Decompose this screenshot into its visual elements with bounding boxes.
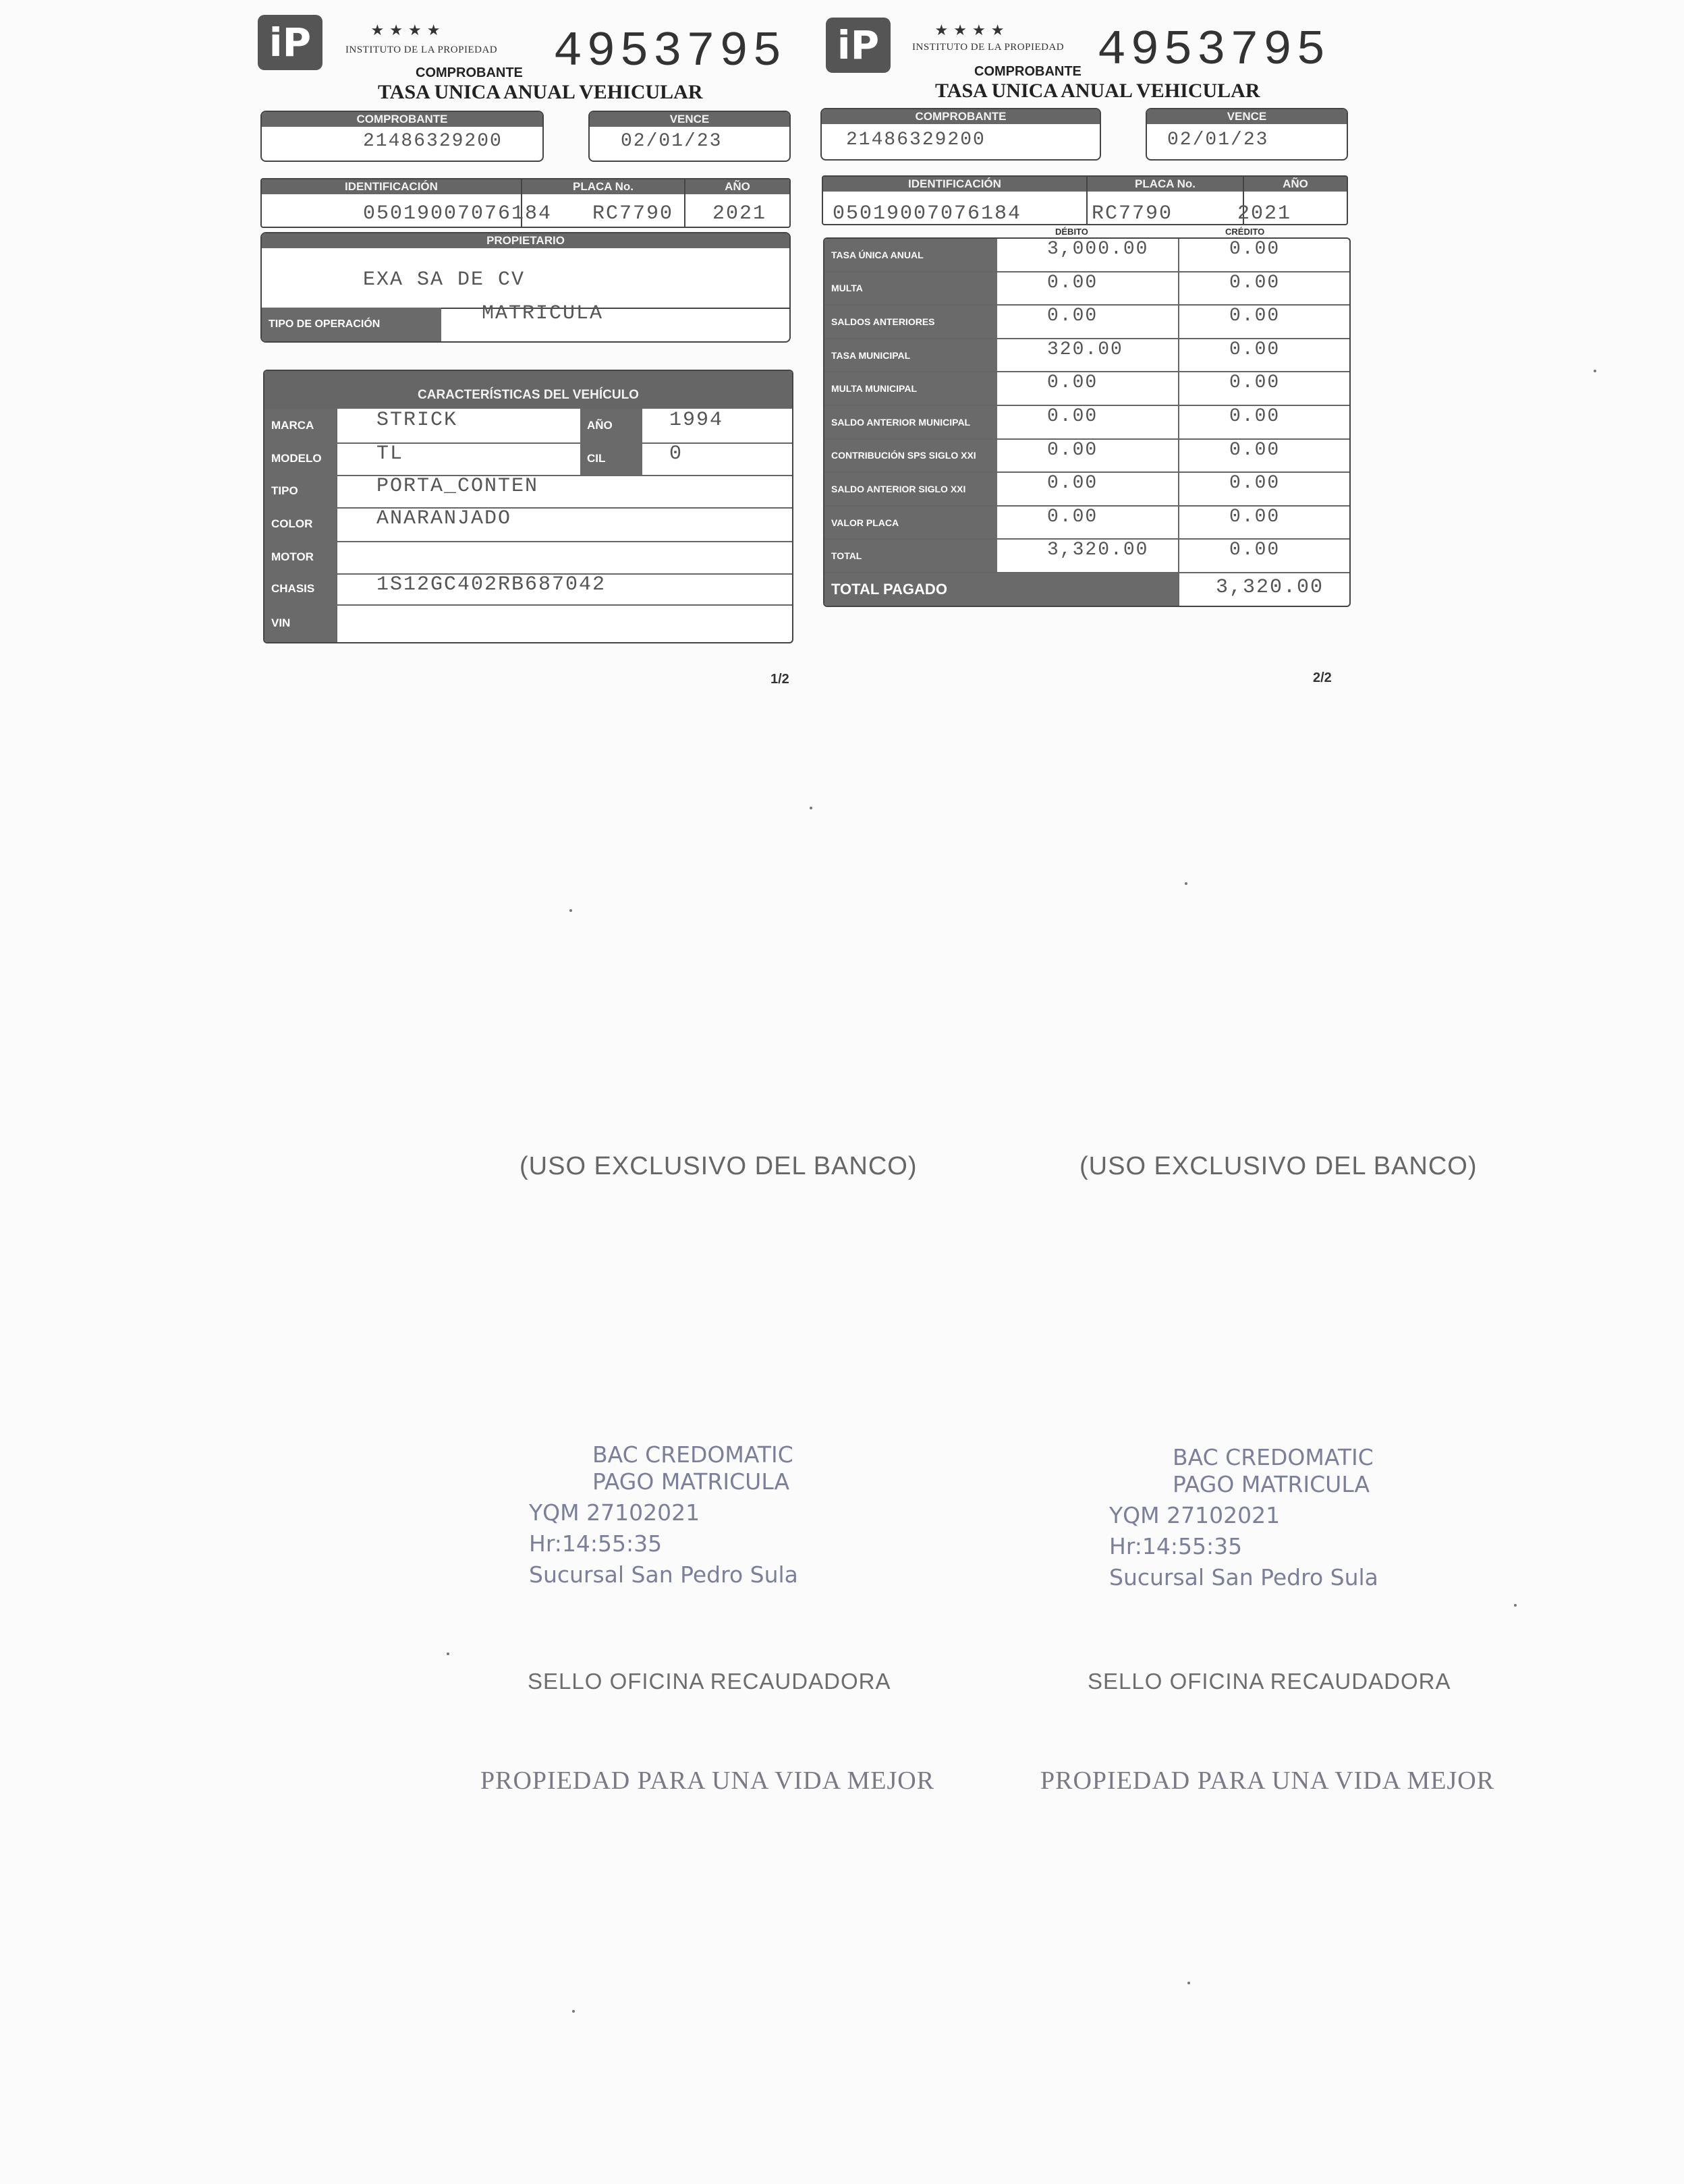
bank-stamp-left [529, 1439, 798, 1590]
marca-value: STRICK [376, 409, 458, 432]
amount-row-label: SALDOS ANTERIORES [824, 306, 997, 338]
debito-value: 0.00 [1047, 372, 1098, 394]
caracteristicas-box [263, 370, 793, 643]
total-pagado-label: TOTAL PAGADO [824, 573, 1178, 606]
document-title: TASA UNICA ANUAL VEHICULAR [378, 81, 703, 103]
anio-vehiculo-label: AÑO [580, 409, 642, 442]
debito-value: 3,000.00 [1047, 239, 1149, 260]
page-number-right: 2/2 [1313, 670, 1332, 685]
motor-label: MOTOR [264, 541, 336, 573]
vence-value: 02/01/23 [621, 131, 723, 152]
amount-row [824, 507, 1349, 540]
chasis-row [264, 573, 792, 606]
stamp-time: Hr:14:55:35 [1109, 1533, 1243, 1559]
anio-header: AÑO [1283, 177, 1308, 190]
placa-header: PLACA No. [1088, 177, 1244, 192]
tipo-operacion-value: MATRICULA [482, 302, 604, 325]
credito-value: 0.00 [1229, 239, 1281, 260]
amount-row-label: MULTA MUNICIPAL [824, 372, 997, 405]
vence-box [588, 111, 791, 162]
scan-speck [1187, 1982, 1190, 1984]
comprobante-header: COMPROBANTE [262, 112, 542, 127]
debito-value: 0.00 [1047, 473, 1098, 494]
amount-row [824, 540, 1349, 573]
ident-value: 05019007076184 [363, 202, 553, 225]
scan-speck [572, 2010, 575, 2013]
identification-header-row [823, 177, 1347, 192]
identification-header-row [262, 179, 789, 194]
amount-row-label: TASA ÚNICA ANUAL [824, 239, 997, 271]
comprobante-header: COMPROBANTE [822, 109, 1100, 124]
comprobante-box [260, 111, 544, 162]
comprobante-label: COMPROBANTE [416, 65, 523, 80]
cil-value: 0 [669, 442, 683, 465]
credito-value: 0.00 [1229, 506, 1281, 527]
column-divider [1178, 239, 1179, 606]
caracteristicas-header: CARACTERÍSTICAS DEL VEHÍCULO [264, 371, 792, 409]
stars-icon: ★★★★ [370, 22, 446, 38]
comprobante-box [820, 108, 1101, 161]
modelo-label: MODELO [264, 442, 336, 475]
ip-logo: iP [826, 18, 891, 73]
sello-label-right: SELLO OFICINA RECAUDADORA [1088, 1669, 1451, 1694]
vin-row [264, 604, 792, 642]
anio-vehiculo-value: 1994 [669, 409, 724, 432]
stamp-payment-type: PAGO MATRICULA [1173, 1471, 1370, 1497]
amount-row [824, 372, 1349, 406]
amount-row-label: CONTRIBUCIÓN SPS SIGLO XXI [824, 440, 997, 472]
comprobante-label: COMPROBANTE [974, 64, 1082, 79]
propietario-value: EXA SA DE CV [363, 268, 526, 291]
stamp-code-date: YQM 27102021 [1109, 1502, 1281, 1528]
scan-speck [1185, 882, 1187, 885]
placa-header: PLACA No. [522, 179, 685, 194]
marca-row [264, 409, 792, 444]
anio-header: AÑO [725, 180, 750, 193]
scan-speck [569, 909, 572, 912]
scan-speck [810, 807, 812, 809]
placa-value: RC7790 [592, 202, 674, 225]
stamp-bank-name: BAC CREDOMATIC [592, 1441, 793, 1468]
slogan-left: PROPIEDAD PARA UNA VIDA MEJOR [480, 1766, 935, 1795]
comprobante-value: 21486329200 [363, 131, 503, 152]
stamp-time: Hr:14:55:35 [529, 1530, 663, 1557]
modelo-row [264, 442, 792, 476]
amounts-table [823, 237, 1351, 607]
credito-value: 0.00 [1229, 272, 1281, 293]
color-value: ANARANJADO [376, 507, 512, 530]
total-pagado-value: 3,320.00 [1216, 576, 1324, 599]
credito-value: 0.00 [1229, 439, 1281, 461]
amount-row-label: TASA MUNICIPAL [824, 339, 997, 372]
cil-label: CIL [580, 442, 642, 475]
stamp-payment-type: PAGO MATRICULA [592, 1468, 790, 1495]
amount-row [824, 272, 1349, 306]
credito-value: 0.00 [1229, 473, 1281, 494]
amount-row-label: SALDO ANTERIOR MUNICIPAL [824, 406, 997, 438]
propietario-header: PROPIETARIO [262, 233, 789, 248]
marca-label: MARCA [264, 409, 336, 442]
amount-row [824, 306, 1349, 339]
amount-row-label: TOTAL [824, 540, 997, 572]
amount-row [824, 239, 1349, 272]
tipo-operacion-label: TIPO DE OPERACIÓN [262, 308, 441, 341]
modelo-value: TL [376, 442, 404, 465]
debito-value: 0.00 [1047, 506, 1098, 527]
stamp-bank-name: BAC CREDOMATIC [1173, 1444, 1374, 1470]
institute-name: INSTITUTO DE LA PROPIEDAD [912, 42, 1065, 53]
receipt-number: 4953795 [1097, 23, 1330, 78]
propietario-box [260, 232, 791, 343]
vin-label: VIN [264, 604, 336, 642]
placa-value: RC7790 [1092, 202, 1173, 225]
tipo-value: PORTA_CONTEN [376, 475, 539, 498]
stamp-branch: Sucursal San Pedro Sula [1109, 1564, 1378, 1590]
ident-value: 05019007076184 [833, 202, 1022, 225]
bank-stamp-right [1109, 1442, 1378, 1593]
debito-header: DÉBITO [1055, 227, 1088, 237]
comprobante-value: 21486329200 [846, 130, 986, 150]
bank-use-label-left: (USO EXCLUSIVO DEL BANCO) [520, 1152, 918, 1180]
document-title: TASA UNICA ANUAL VEHICULAR [935, 80, 1260, 102]
vence-header: VENCE [590, 112, 789, 127]
slogan-right: PROPIEDAD PARA UNA VIDA MEJOR [1040, 1766, 1495, 1795]
amount-row [824, 406, 1349, 440]
credito-value: 0.00 [1229, 372, 1281, 394]
ident-header: IDENTIFICACIÓN [823, 177, 1088, 192]
credito-header: CRÉDITO [1225, 227, 1265, 237]
sello-label-left: SELLO OFICINA RECAUDADORA [528, 1669, 891, 1694]
identification-box [822, 175, 1348, 225]
identification-box [260, 178, 791, 228]
vence-header: VENCE [1147, 109, 1347, 124]
chasis-value: 1S12GC402RB687042 [376, 573, 607, 596]
credito-value: 0.00 [1229, 406, 1281, 427]
anio-value: 2021 [1237, 202, 1292, 225]
color-row [264, 507, 792, 542]
vence-box [1146, 108, 1348, 161]
amount-row [824, 440, 1349, 473]
stars-icon: ★★★★ [934, 22, 1010, 38]
debito-value: 0.00 [1047, 406, 1098, 427]
stamp-branch: Sucursal San Pedro Sula [529, 1561, 798, 1588]
vence-value: 02/01/23 [1167, 130, 1269, 150]
motor-row [264, 541, 792, 575]
scan-speck [1594, 370, 1596, 372]
credito-value: 0.00 [1229, 339, 1281, 360]
tipo-label: TIPO [264, 475, 336, 507]
scan-speck [447, 1653, 449, 1655]
credito-value: 0.00 [1229, 540, 1281, 561]
institute-name: INSTITUTO DE LA PROPIEDAD [345, 45, 498, 55]
stamp-code-date: YQM 27102021 [529, 1499, 700, 1526]
scan-speck [1514, 1604, 1517, 1607]
tipo-row [264, 475, 792, 509]
debito-value: 0.00 [1047, 306, 1098, 327]
amount-row [824, 339, 1349, 373]
bank-use-label-right: (USO EXCLUSIVO DEL BANCO) [1079, 1152, 1478, 1180]
debito-value: 3,320.00 [1047, 540, 1149, 561]
credito-value: 0.00 [1229, 306, 1281, 327]
amount-row [824, 473, 1349, 507]
ident-header: IDENTIFICACIÓN [262, 179, 522, 194]
page-number-left: 1/2 [770, 672, 789, 687]
color-label: COLOR [264, 507, 336, 541]
anio-value: 2021 [712, 202, 767, 225]
debito-value: 0.00 [1047, 439, 1098, 461]
amount-row-label: SALDO ANTERIOR SIGLO XXI [824, 473, 997, 505]
ip-logo: iP [258, 15, 322, 70]
amount-row-label: MULTA [824, 272, 997, 305]
debito-value: 320.00 [1047, 339, 1123, 360]
chasis-label: CHASIS [264, 573, 336, 604]
receipt-number: 4953795 [553, 24, 786, 80]
debito-value: 0.00 [1047, 272, 1098, 293]
amount-row-label: VALOR PLACA [824, 507, 997, 539]
